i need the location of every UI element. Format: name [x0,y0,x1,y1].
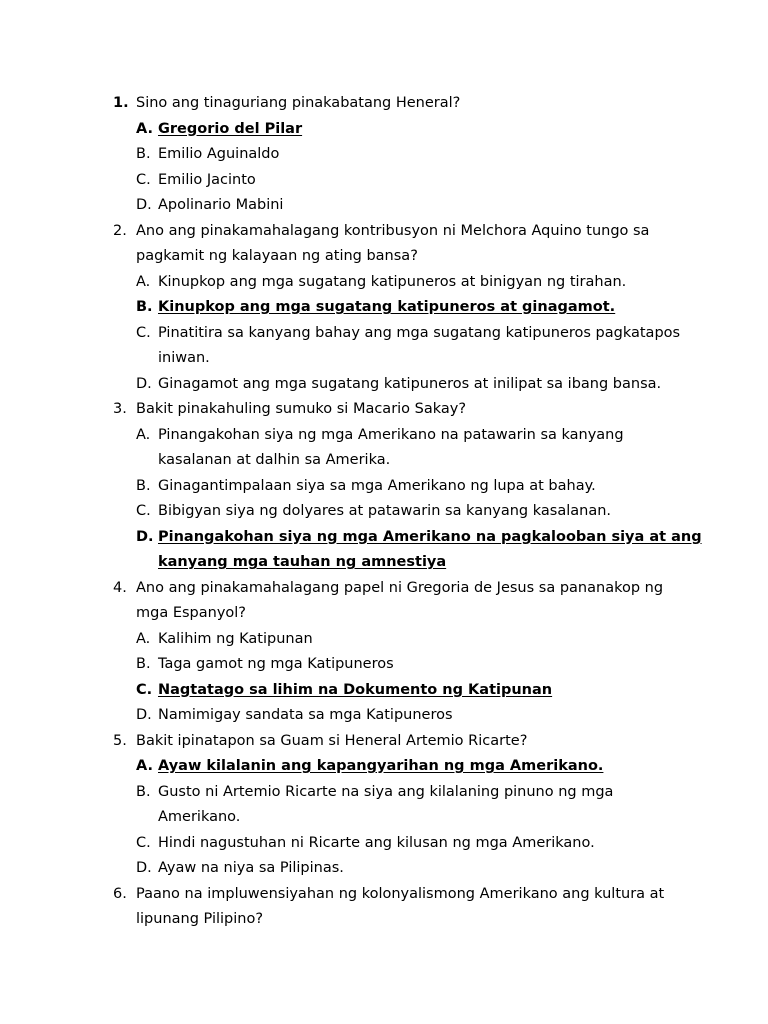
option-letter: D. [136,707,152,723]
option-line [0,831,768,857]
question-line [0,907,768,933]
option-text: Kinupkop ang mga sugatang katipuneros at ginagamot. [158,299,616,315]
option-letter: D. [136,860,152,876]
option-line [0,321,768,347]
answer-option [0,168,768,194]
option-text: Pinangakohan siya ng mga Amerikano na patawarin sa kanyang [158,426,624,443]
question-text: pagkamit ng kalayaan ng ating bansa? [136,248,418,264]
option-line [0,550,768,576]
correct-answer-option [0,295,768,321]
option-line [0,142,768,168]
question-item [0,91,768,219]
option-text: Namimigay sandata sa mga Katipuneros [158,707,453,723]
option-line [0,525,768,551]
answer-option [0,627,768,653]
question-line [0,729,768,755]
option-letter: B. [136,477,151,494]
question-text: Sino ang tinaguriang pinakabatang Heneral? [136,95,461,111]
question-line [0,601,768,627]
answer-option [0,372,768,398]
correct-answer-option [0,525,768,576]
option-text: Pinangakohan siya ng mga Amerikano na pagkalooban siya at ang [158,528,702,545]
option-line [0,652,768,678]
option-letter: D. [136,375,152,392]
answer-option [0,321,768,372]
correct-answer-option [0,117,768,143]
option-line [0,780,768,806]
question-number: 1. [113,95,129,111]
question-text: Bakit pinakahuling sumuko si Macario Sakay? [136,401,467,417]
option-line [0,295,768,321]
option-text: Emilio Jacinto [158,171,256,188]
question-number: 2. [113,222,127,239]
question-line [0,576,768,602]
option-text: Ginagamot ang mga sugatang katipuneros at inilipat sa ibang bansa. [158,375,662,392]
option-letter: A. [136,758,153,774]
option-letter: B. [136,656,151,672]
answer-option [0,780,768,831]
answer-option [0,193,768,219]
question-line [0,397,768,423]
question-item [0,882,768,933]
option-text: iniwan. [158,350,210,366]
answer-option [0,831,768,857]
question-number: 5. [113,732,127,749]
option-letter: A. [136,273,151,290]
option-text: Bibigyan siya ng dolyares at patawarin sa kanyang kasalanan. [158,503,612,519]
question-text: Paano na impluwensiyahan ng kolonyalismong Amerikano ang kultura at [136,885,665,902]
correct-answer-option [0,678,768,704]
answer-option [0,474,768,500]
option-line [0,856,768,882]
option-line [0,499,768,525]
question-text: mga Espanyol? [136,605,246,621]
option-line [0,703,768,729]
question-line [0,244,768,270]
question-item [0,576,768,729]
option-line [0,168,768,194]
option-line [0,346,768,372]
answer-option [0,423,768,474]
option-letter: B. [136,299,153,315]
option-text: Pinatitira sa kanyang bahay ang mga sugatang katipuneros pagkatapos [158,324,681,341]
option-text: kasalanan at dalhin sa Amerika. [158,452,391,468]
question-number: 3. [113,401,127,417]
option-letter: A. [136,630,151,647]
question-line [0,882,768,908]
option-line [0,117,768,143]
question-item [0,219,768,398]
question-line [0,91,768,117]
option-letter: C. [136,681,153,698]
question-text: Bakit ipinatapon sa Guam si Heneral Artemio Ricarte? [136,732,528,749]
option-letter: D. [136,528,154,545]
question-text: lipunang Pilipino? [136,911,264,927]
option-line [0,678,768,704]
option-text: Kalihim ng Katipunan [158,630,313,647]
option-letter: C. [136,503,151,519]
option-text: Hindi nagustuhan ni Ricarte ang kilusan ng mga Amerikano. [158,834,595,851]
question-line [0,219,768,245]
option-text: Ginagantimpalaan siya sa mga Amerikano ng lupa at bahay. [158,477,596,494]
option-text: Ayaw na niya sa Pilipinas. [158,860,344,876]
option-letter: D. [136,197,152,213]
option-text: Emilio Aguinaldo [158,146,280,162]
option-text: Apolinario Mabini [158,197,284,213]
question-text: Ano ang pinakamahalagang kontribusyon ni Melchora Aquino tungo sa [136,222,650,239]
option-letter: C. [136,171,151,188]
answer-option [0,142,768,168]
option-letter: C. [136,834,151,851]
option-letter: C. [136,324,151,341]
option-line [0,372,768,398]
question-number: 6. [113,885,127,902]
answer-option [0,703,768,729]
option-line [0,448,768,474]
option-text: Ayaw kilalanin ang kapangyarihan ng mga Amerikano. [158,758,604,774]
option-line [0,754,768,780]
question-item [0,729,768,882]
option-text: Taga gamot ng mga Katipuneros [158,656,394,672]
answer-option [0,270,768,296]
question-item [0,397,768,576]
question-number: 4. [113,579,127,596]
question-text: Ano ang pinakamahalagang papel ni Gregoria de Jesus sa pananakop ng [136,579,664,596]
option-line [0,193,768,219]
quiz-list [0,91,768,933]
answer-option [0,652,768,678]
option-text: Gregorio del Pilar [158,120,303,137]
answer-option [0,856,768,882]
option-letter: B. [136,783,151,800]
answer-option [0,499,768,525]
option-line [0,627,768,653]
option-line [0,423,768,449]
option-letter: B. [136,146,151,162]
option-letter: A. [136,426,151,443]
correct-answer-option [0,754,768,780]
option-text: Amerikano. [158,809,241,825]
option-text: Gusto ni Artemio Ricarte na siya ang kilalaning pinuno ng mga [158,783,614,800]
option-text: Nagtatago sa lihim na Dokumento ng Katipunan [158,681,553,698]
option-line [0,270,768,296]
option-line [0,805,768,831]
option-line [0,474,768,500]
option-text: Kinupkop ang mga sugatang katipuneros at binigyan ng tirahan. [158,273,627,290]
option-letter: A. [136,120,153,137]
option-text: kanyang mga tauhan ng amnestiya [158,554,447,570]
